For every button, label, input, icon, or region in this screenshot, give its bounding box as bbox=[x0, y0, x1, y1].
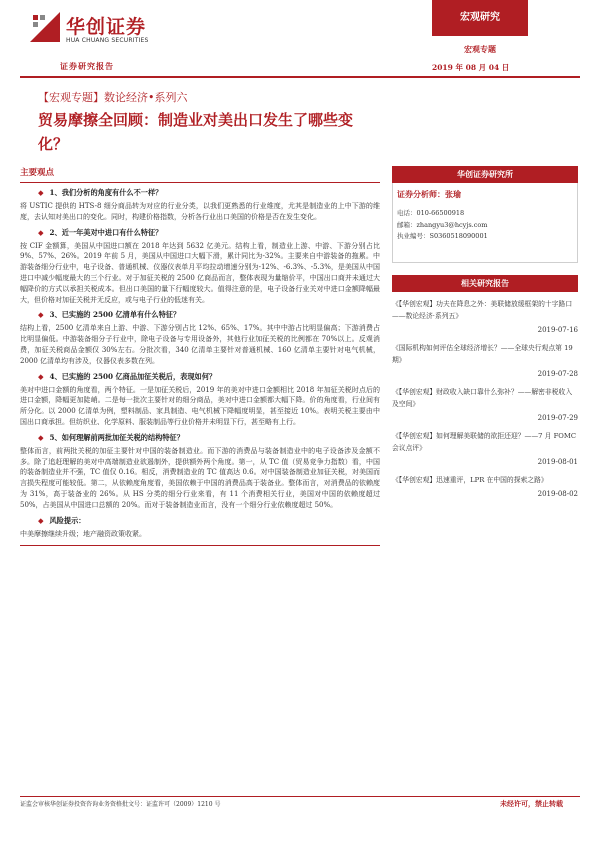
related-report-date: 2019-07-29 bbox=[537, 414, 578, 422]
related-report-link[interactable]: 《【华创宏观】如何理解美联储的欲拒还迎？——7 月 FOMC 会议点评》 bbox=[392, 432, 577, 452]
question-heading: ◆ 3、已实施的 2500 亿清单有什么特征？ bbox=[38, 310, 181, 320]
diamond-icon: ◆ bbox=[38, 515, 44, 525]
diamond-icon: ◆ bbox=[38, 188, 44, 197]
series-label: 【宏观专题】数论经济•系列六 bbox=[38, 91, 188, 104]
question-heading: ◆ 2、近一年美对中进口有什么特征？ bbox=[38, 227, 163, 237]
related-heading: 相关研究报告 bbox=[392, 275, 578, 292]
diamond-icon: ◆ bbox=[38, 227, 44, 237]
section-divider bbox=[20, 545, 380, 546]
page-title: 贸易摩擦全回顾：制造业对美出口发生了哪些变化？ bbox=[38, 111, 354, 153]
analyst-phone: 电话：010-66500918 bbox=[397, 209, 465, 217]
related-report-date: 2019-08-01 bbox=[537, 458, 578, 466]
category-tag: 宏观研究 bbox=[432, 0, 528, 36]
report-date: 2019 年 08 月 04 日 bbox=[432, 63, 510, 72]
question-heading: ◆ 1、我们分析的角度有什么不一样？ bbox=[38, 188, 163, 197]
diamond-icon: ◆ bbox=[38, 432, 44, 442]
diamond-icon: ◆ bbox=[38, 371, 44, 381]
header-divider bbox=[20, 76, 580, 78]
sub-category-label: 宏观专题 bbox=[464, 44, 496, 54]
footer-divider bbox=[20, 796, 580, 797]
analyst-info bbox=[392, 183, 578, 263]
logo-english-text: HUA CHUANG SECURITIES bbox=[66, 37, 149, 44]
question-heading: ◆ 5、如何理解前两批加征关税的结构特征？ bbox=[38, 432, 184, 442]
logo-text: 华创证券 bbox=[66, 16, 147, 38]
report-type-label: 证券研究报告 bbox=[60, 61, 114, 71]
analyst-license: 执业编号：S0360518090001 bbox=[397, 232, 488, 240]
question-heading: ◆ 4、已实施的 2500 亿商品加征关税后，表现如何？ bbox=[38, 371, 217, 381]
related-report-date: 2019-08-02 bbox=[537, 490, 578, 498]
analyst-email[interactable]: 邮箱：zhangyu3@hcyjs.com bbox=[397, 220, 488, 229]
paragraph: 中美摩擦继续升级；地产融资政策收紧。 bbox=[20, 529, 146, 538]
related-report-date: 2019-07-16 bbox=[537, 326, 578, 334]
related-report-link[interactable]: 《国际机构如何评估全球经济增长？——全球央行观点第 19 期》 bbox=[392, 344, 573, 364]
risk-heading: ◆ 风险提示： bbox=[38, 515, 86, 525]
paragraph: 将 USTIC 提供的 HTS-8 细分商品转为对应的行业分类，以我们更熟悉的行业维度，尤其是制造业的上中下游的维度，去认知对美出口的变化。同时，构建价格指数，分析各行业出口美国的价格是否在发生变化。 bbox=[20, 202, 380, 221]
logo-mark-icon bbox=[30, 12, 60, 42]
section-heading: 主要观点 bbox=[20, 166, 380, 183]
diamond-icon: ◆ bbox=[38, 310, 44, 320]
paragraph: 美对中进口金额的角度看，两个特征。一是加征关税后，2019 年的美对中进口金额相比 2018 年加征关税时点后的进口金额，降幅更加陡峭。二是每一批次主要针对的细分商品，美对中进口金额都大幅下降。价的角度看，行业间有所分化。以 2000 亿清单为例，塑料制品、家具制造、电气机械下降幅度明显，甚至接近 10%。表明关税主要由中国出口商承担。但纺织业、化学原料、服装制品等行业价格并未明显下行，甚至略有上行。 bbox=[20, 385, 380, 426]
related-report-date: 2019-07-28 bbox=[537, 370, 578, 378]
sidebar bbox=[392, 166, 578, 500]
copyright-notice: 未经许可，禁止转载 bbox=[500, 799, 563, 808]
related-reports bbox=[392, 275, 578, 500]
related-report-link[interactable]: 《【华创宏观】功夫在降息之外：美联储放缓框架的十字路口——数论经济·系列五》 bbox=[392, 300, 573, 320]
team-heading: 华创证券研究所 bbox=[392, 166, 578, 183]
paragraph: 结构上看，2500 亿清单来自上游、中游、下游分别占比 12%、65%、17%。其中中游占比明显偏高；下游消费占比明显偏低。中游装备细分子行业中，除电子设备与专用设备外，其他行业加征关税的比例都在 70%以上。反观消费，加征关税商品金额仅 30%左右。分批次看，340 亿清单主要针对普通机械、160 亿清单主要针对电气机械，2000 亿清单均有涉及，仪器仪表多数在列。 bbox=[20, 324, 380, 365]
company-logo bbox=[30, 10, 170, 56]
related-report-link[interactable]: 《【华创宏观】财政收入缺口靠什么弥补？——解密非税收入及空间》 bbox=[392, 388, 573, 408]
paragraph: 整体而言，前两批关税的加征主要针对中国的装备制造业。而下游的消费品与装备制造业中的电子设备涉及金额不多。除了追赶理解的美对中高端制造业欲遏制外，提供额外两个角度。第一，从 TC 值（贸易竞争力指数）看，中国的装备制造业并不强，TC 值仅 0.16。相反，消费制造业的 TC 值高达 0.6。对中国装备制造业加征关税，对美国而言损失程度可能较低。第二，从依赖度角度看，美国依赖于中国的消费品高于装备业。整体而言，对消费品的依赖度为 31%，高于装备业的 26%。从 HS 分类的细分行业来看，有 11 个消费相关行业，美国对中国的依赖度超过 50%，占美国从中国进口总额的 20%。而对于装备制造业而言，没有一个细分行业依赖度超过 50%。 bbox=[20, 446, 380, 509]
related-report-link[interactable]: 《【华创宏观】迅速重评，LPR 在中国的探索之路》 bbox=[392, 476, 548, 484]
license-notice: 证监会审核华创证券投资咨询业务资格批文号：证监许可（2009）1210 号 bbox=[20, 801, 221, 808]
paragraph: 按 CIF 金额算，美国从中国进口额在 2018 年达到 5632 亿美元。结构上看，制造业上游、中游、下游分别占比 9%、57%、26%。2019 年前 5 月，美国从中国进口大幅下滑，累计同比为-32%。主要来自中游装备的拖累。中游装备细分行业中，电子设备、普通机械、仪器仪表单月平均拉动增速分别为-12%、-6.3%、-5.3%，是美国从中国进口中减少幅度最大的三个行业。对于加征关税的 2500 亿商品而言，整体表现为量缩价平，中国出口商并未通过大幅降价的方式以承担关税成本。但出口美国的量下行幅度较大。值得注意的是，电子设备行业关对中进口金额降幅最大，但价格对加征关税并无反应，或与电子行业的低迷有关。 bbox=[20, 241, 380, 304]
analyst-name: 证券分析师：张瑜 bbox=[397, 189, 461, 199]
main-content bbox=[20, 166, 380, 546]
